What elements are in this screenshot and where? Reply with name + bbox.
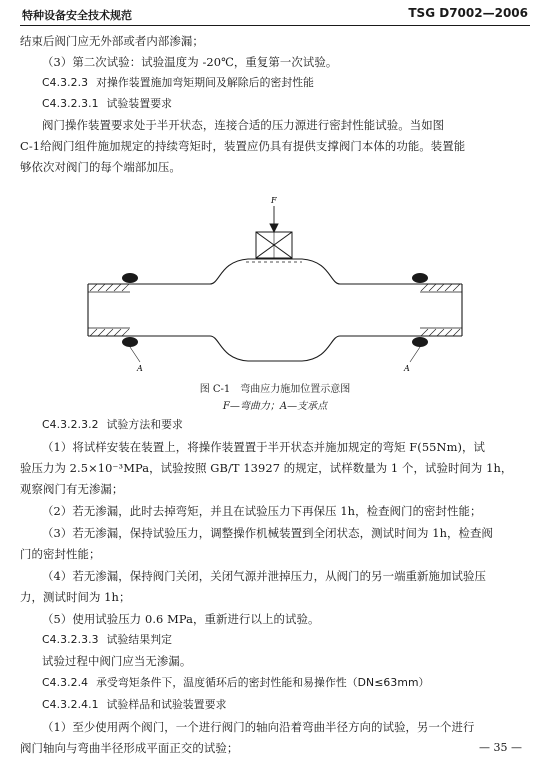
text-line: 观察阀门有无渗漏； bbox=[20, 482, 124, 496]
running-header-code: TSG D7002—2006 bbox=[408, 6, 528, 20]
page-number: — 35 — bbox=[479, 741, 522, 754]
text-line: （4）若无渗漏，保持阀门关闭，关闭气源并泄掉压力，从阀门的另一端重新施加试验压 bbox=[42, 569, 486, 583]
text-line: 验压力为 2.5×10⁻³MPa，试验按照 GB/T 13927 的规定，试样数量为 1 个，试验时间为 1h， bbox=[20, 461, 513, 475]
text-line: 试验过程中阀门应当无渗漏。 bbox=[42, 654, 192, 668]
section-title: 承受弯矩条件下，温度循环后的密封性能和易操作性（DN≤63mm） bbox=[96, 676, 430, 689]
figure-caption: 图 C-1 弯曲应力施加位置示意图 bbox=[199, 384, 351, 395]
section-heading bbox=[42, 96, 172, 111]
section-title: 对操作装置施加弯矩期间及解除后的密封性能 bbox=[96, 76, 315, 89]
text-line: 够依次对阀门的每个端部加压。 bbox=[20, 160, 181, 174]
force-label: F bbox=[271, 196, 277, 205]
section-heading bbox=[42, 632, 172, 647]
figure-legend: F—弯曲力；A—支承点 bbox=[222, 401, 328, 412]
section-heading bbox=[42, 75, 314, 90]
support-leader-lines bbox=[128, 344, 422, 362]
text-line: 门的密封性能； bbox=[20, 547, 101, 561]
header-rule bbox=[20, 25, 530, 26]
text-line: 阀门轴向与弯曲半径形成平面正交的试验； bbox=[20, 741, 239, 755]
section-number: C4.3.2.4 bbox=[42, 676, 89, 689]
section-heading bbox=[42, 417, 183, 432]
section-number: C4.3.2.3.1 bbox=[42, 97, 99, 110]
actuator-box bbox=[256, 232, 292, 258]
text-line: 力，测试时间为 1h； bbox=[20, 590, 131, 604]
force-arrow bbox=[270, 206, 278, 232]
running-header-title: 特种设备安全技术规范 bbox=[22, 9, 132, 22]
section-title: 试验方法和要求 bbox=[106, 418, 183, 431]
valve-bending-diagram bbox=[70, 194, 480, 374]
section-title: 试验装置要求 bbox=[106, 97, 173, 110]
pipe-bore bbox=[88, 292, 462, 328]
section-number: C4.3.2.3.2 bbox=[42, 418, 99, 431]
section-hatching bbox=[90, 284, 460, 336]
text-line: 结束后阀门应无外部或者内部渗漏； bbox=[20, 34, 204, 48]
text-line: （2）若无渗漏，此时去掉弯矩，并且在试验压力下再保压 1h，检查阀门的密封性能； bbox=[42, 504, 482, 518]
section-number: C4.3.2.3.3 bbox=[42, 633, 99, 646]
text-line: （3）第二次试验：试验温度为 -20℃，重复第一次试验。 bbox=[42, 55, 338, 69]
valve-outline bbox=[88, 259, 462, 361]
text-line: （5）使用试验压力 0.6 MPa，重新进行以上的试验。 bbox=[42, 612, 320, 626]
section-heading bbox=[42, 697, 227, 712]
section-number: C4.3.2.3 bbox=[42, 76, 89, 89]
text-line: （3）若无渗漏，保持试验压力，调整操作机械装置到全闭状态，测试时间为 1h，检查阀 bbox=[42, 526, 494, 540]
section-title: 试验样品和试验装置要求 bbox=[106, 698, 227, 711]
support-label-right: A bbox=[404, 364, 410, 373]
support-label-left: A bbox=[137, 364, 143, 373]
section-number: C4.3.2.4.1 bbox=[42, 698, 99, 711]
text-line: （1）将试样安装在装置上，将操作装置置于半开状态并施加规定的弯矩 F(55Nm)，试 bbox=[42, 440, 486, 454]
text-line: C-1给阀门组件施加规定的持续弯矩时，装置应仍具有提供支撑阀门本体的功能。装置能 bbox=[20, 139, 466, 153]
text-line: （1）至少使用两个阀门，一个进行阀门的轴向沿着弯曲半径方向的试验，另一个进行 bbox=[42, 720, 475, 734]
section-heading bbox=[42, 675, 429, 690]
section-title: 试验结果判定 bbox=[106, 633, 173, 646]
text-line: 阀门操作装置要求处于半开状态，连接合适的压力源进行密封性能试验。当如图 bbox=[42, 118, 445, 132]
